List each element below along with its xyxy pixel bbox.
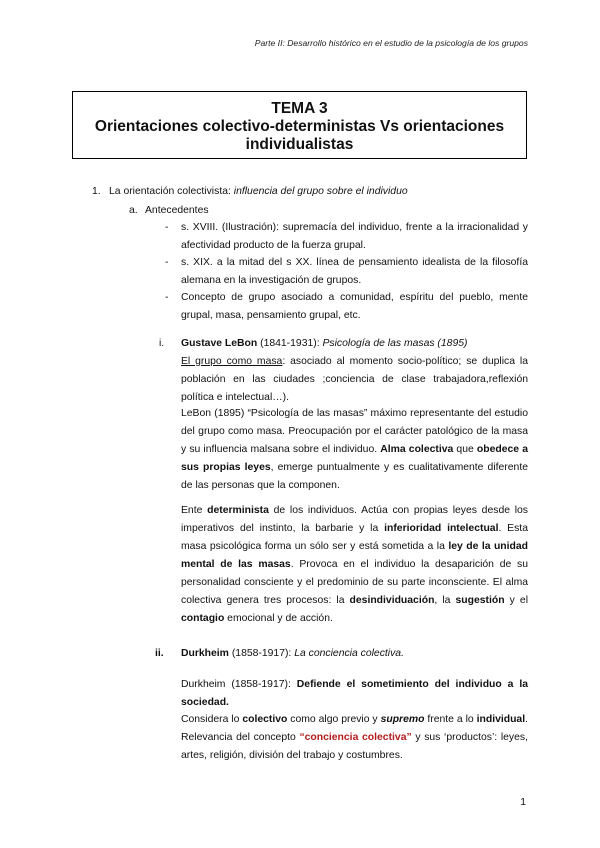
paragraph-text: , la xyxy=(434,595,456,606)
bold-term: obedece a sus propias leyes xyxy=(181,444,528,473)
bold-term: sugestión xyxy=(455,595,505,606)
bold-term: inferioridad intelectual xyxy=(384,523,499,534)
author-name: Gustave LeBon xyxy=(181,338,258,349)
topic-title-line-1: Orientaciones colectivo-deterministas Vs orientaciones xyxy=(94,118,505,135)
bullet-item: Concepto de grupo asociado a comunidad, espíritu del pueblo, mente grupal, masa, pensamiento grupal, etc. xyxy=(181,292,528,321)
paragraph-text: que xyxy=(453,444,477,455)
work-title: La conciencia colectiva. xyxy=(294,648,404,659)
underlined-term: El grupo como masa xyxy=(181,356,283,367)
durkheim-paragraph-2 xyxy=(181,711,528,765)
highlighted-concept: “conciencia colectiva” xyxy=(299,732,412,743)
bullet-dash: - xyxy=(165,292,169,303)
paragraph-text: Durkheim (1858-1917): xyxy=(181,679,297,690)
lebon-paragraph-3 xyxy=(181,502,528,628)
subsection-label: Antecedentes xyxy=(145,205,209,216)
section-heading-italic: influencia del grupo sobre el individuo xyxy=(233,186,408,197)
paragraph-text: . Provoca en el individuo la desaparición de su personalidad consciente y el predominio de su parte inconsciente. El alma colectiva genera tres procesos: la xyxy=(181,559,528,606)
bold-term: Alma colectiva xyxy=(380,444,454,455)
lebon-heading xyxy=(181,335,467,353)
paragraph-text: como algo previo y xyxy=(287,714,381,725)
bold-term: individual xyxy=(476,714,526,725)
author-years: (1841-1931): xyxy=(257,338,323,349)
bold-italic-term: supremo xyxy=(380,714,425,725)
subsection-marker: a. xyxy=(129,205,138,216)
paragraph-text: y el xyxy=(504,595,529,606)
paragraph-text: Considera lo xyxy=(181,714,243,725)
work-title: Psicología de las masas (1895) xyxy=(322,338,468,349)
bullet-item: s. XVIII. (Ilustración): supremacía del individuo, frente a la irracionalidad y afectividad producto de la fuerza grupal. xyxy=(181,222,528,251)
section-heading xyxy=(109,183,408,201)
bold-term: contagio xyxy=(181,613,225,624)
bullet-dash: - xyxy=(165,222,169,233)
bold-term: ley de la unidad mental de las masas xyxy=(181,541,529,570)
author-years: (1858-1917): xyxy=(228,648,295,659)
paragraph-text: frente a lo xyxy=(424,714,477,725)
topic-number: TEMA 3 xyxy=(271,100,328,117)
paragraph-text: emocional y de acción. xyxy=(224,613,333,624)
paragraph-text: y sus ‘productos’: leyes, artes, religión, división del trabajo y costumbres. xyxy=(181,732,528,761)
bold-term: Defiende el sometimiento del individuo a la sociedad. xyxy=(181,679,528,708)
bullet-item: s. XIX. a la mitad del s XX. línea de pensamiento idealista de la filosofía alemana en la investigación de grupos. xyxy=(181,257,528,286)
paragraph-text: , emerge puntualmente y es cualitativamente diferente de las personas que la componen. xyxy=(181,462,528,491)
paragraph-text: . Relevancia del concepto xyxy=(181,714,528,743)
paragraph-text: . Esta masa psicológica forma un sólo ser y está sometida a la xyxy=(181,523,528,552)
bold-term: desindividuación xyxy=(349,595,435,606)
bullet-dash: - xyxy=(165,257,169,268)
page-number: 1 xyxy=(520,797,526,808)
lebon-paragraph-2 xyxy=(181,405,528,495)
durkheim-heading xyxy=(181,645,404,663)
bold-term: colectivo xyxy=(242,714,288,725)
roman-marker: ii. xyxy=(155,648,164,659)
paragraph-text: : asociado al momento socio-político; se duplica la población en las ciudades ;conciencia de clase trabajadora,reflexión política e intelectual…). xyxy=(181,356,528,403)
section-heading-label: La orientación colectivista: xyxy=(109,186,234,197)
lebon-paragraph-1 xyxy=(181,353,528,407)
running-header: Parte II: Desarrollo histórico en el estudio de la psicología de los grupos xyxy=(254,38,528,48)
title-box xyxy=(72,91,527,159)
topic-title-line-2: individualistas xyxy=(245,136,354,153)
paragraph-text: LeBon (1895) “Psicología de las masas” máximo representante del estudio del grupo como masa. Preocupación por el carácter patológico de la masa y su influencia malsana sobre el individuo. xyxy=(181,408,528,455)
durkheim-paragraph-1 xyxy=(181,676,528,712)
bold-term: determinista xyxy=(207,505,269,516)
section-number: 1. xyxy=(92,186,101,197)
roman-marker: i. xyxy=(159,338,165,349)
author-name: Durkheim xyxy=(181,648,229,659)
paragraph-text: Ente xyxy=(181,505,208,516)
paragraph-text: de los individuos. Actúa con propias leyes desde los imperativos del instinto, la barbarie y la xyxy=(181,505,528,534)
